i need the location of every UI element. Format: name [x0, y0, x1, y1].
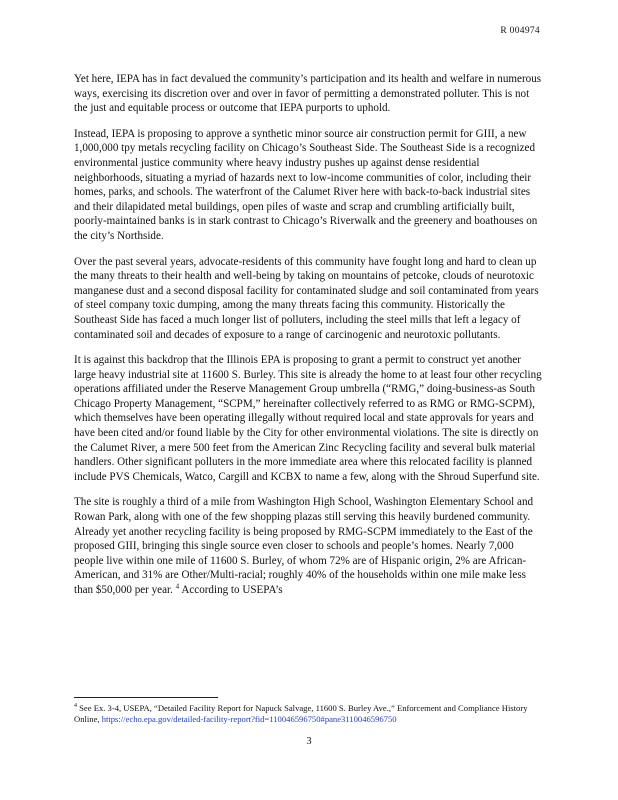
paragraph-2: Instead, IEPA is proposing to approve a synthetic minor source air construction permit for GIII, a new 1,000,000 tpy metals recycling facility on Chicago’s Southeast Side. The Southeast Side is a recognized environmental justice community where heavy industry pushes up against dense residential neighborhoods, situating a myriad of hazards next to low-income communities of color, including their homes, parks, and schools. The waterfront of the Calumet River here with back-to-back industrial sites and their dilapidated metal buildings, open piles of waste and scrap and crumbling artificially built, poorly-maintained banks is in stark contrast to Chicago’s Riverwalk and the greenery and boathouses on the city’s Northside. — [74, 127, 538, 242]
footnote-text: See Ex. 3-4, USEPA, “Detailed Facility Report for Napuck Salvage, 11600 S. Burley Ave.,” Enforcement and Compliance History Online, — [74, 703, 528, 724]
footnote-divider — [74, 697, 218, 698]
footnote-marker: 4 — [74, 703, 77, 710]
paragraph-3: Over the past several years, advocate-residents of this community have fought long and hard to clean up the many threats to their health and well-being by taking on mountains of petcoke, clouds of neurotoxic manganese dust and a second disposal facility for contaminated sludge and soil contaminated from years of steel company toxic dumping, among the many threats facing this community. Historically the Southeast Side has faced a much longer list of polluters, including the steel mills that left a legacy of contaminated soil and decades of exposure to a range of carcinogenic and neurotoxic pollutants. — [74, 255, 539, 341]
paragraph-1: Yet here, IEPA has in fact devalued the community’s participation and its health and welfare in numerous ways, exercising its discretion over and over in favor of permitting a demonstrated polluter. This is not the just and equitable process or outcome that IEPA purports to uphold. — [74, 73, 542, 115]
paragraph-4: It is against this backdrop that the Illinois EPA is proposing to grant a permit to construct yet another large heavy industrial site at 11600 S. Burley. This site is already the home to at least four other recycling operations affiliated under the Reserve Management Group umbrella (“RMG,” doing-business-as South Chicago Property Management, “SCPM,” hereinafter collectively referred to as RMG or RMG-SCPM), which themselves have been operating illegally without required local and state approvals for years and have been cited and/or found liable by the City for other environmental violations. The site is directly on the Calumet River, a mere 500 feet from the American Zinc Recycling facility and several bulk material handlers. Other significant polluters in the more immediate area where this relocated facility is planned include PVS Chemicals, Watco, Cargill and KCBX to name a few, along with the Shroud Superfund site. — [74, 354, 542, 483]
bates-number: R 004974 — [500, 26, 540, 36]
page-number: 3 — [306, 736, 312, 747]
paragraph-5-trailing: According to USEPA’s — [179, 584, 283, 596]
footnote — [74, 703, 550, 725]
paragraph-5-text: The site is roughly a third of a mile from Washington High School, Washington Elementary School and Rowan Park, along with one of the few shopping plazas still serving this heavily burdened community. Already yet another recycling facility is being proposed by RMG-SCPM immediately to the East of the proposed GIII, bringing this single source even closer to schools and people’s homes. Nearly 7,000 people live within one mile of 11600 S. Burley, of whom 72% are of Hispanic origin, 2% are African-American, and 31% are Other/Multi-racial; roughly 40% of the households within one mile make less than $50,000 per year. — [74, 496, 534, 596]
paragraph-5 — [74, 495, 544, 597]
footnote-reference[interactable]: 4 — [175, 582, 180, 591]
footnote-link[interactable]: https://echo.epa.gov/detailed-facility-report?fid=110046596750#pane3110046596750 — [101, 714, 397, 724]
document-body — [74, 72, 544, 609]
